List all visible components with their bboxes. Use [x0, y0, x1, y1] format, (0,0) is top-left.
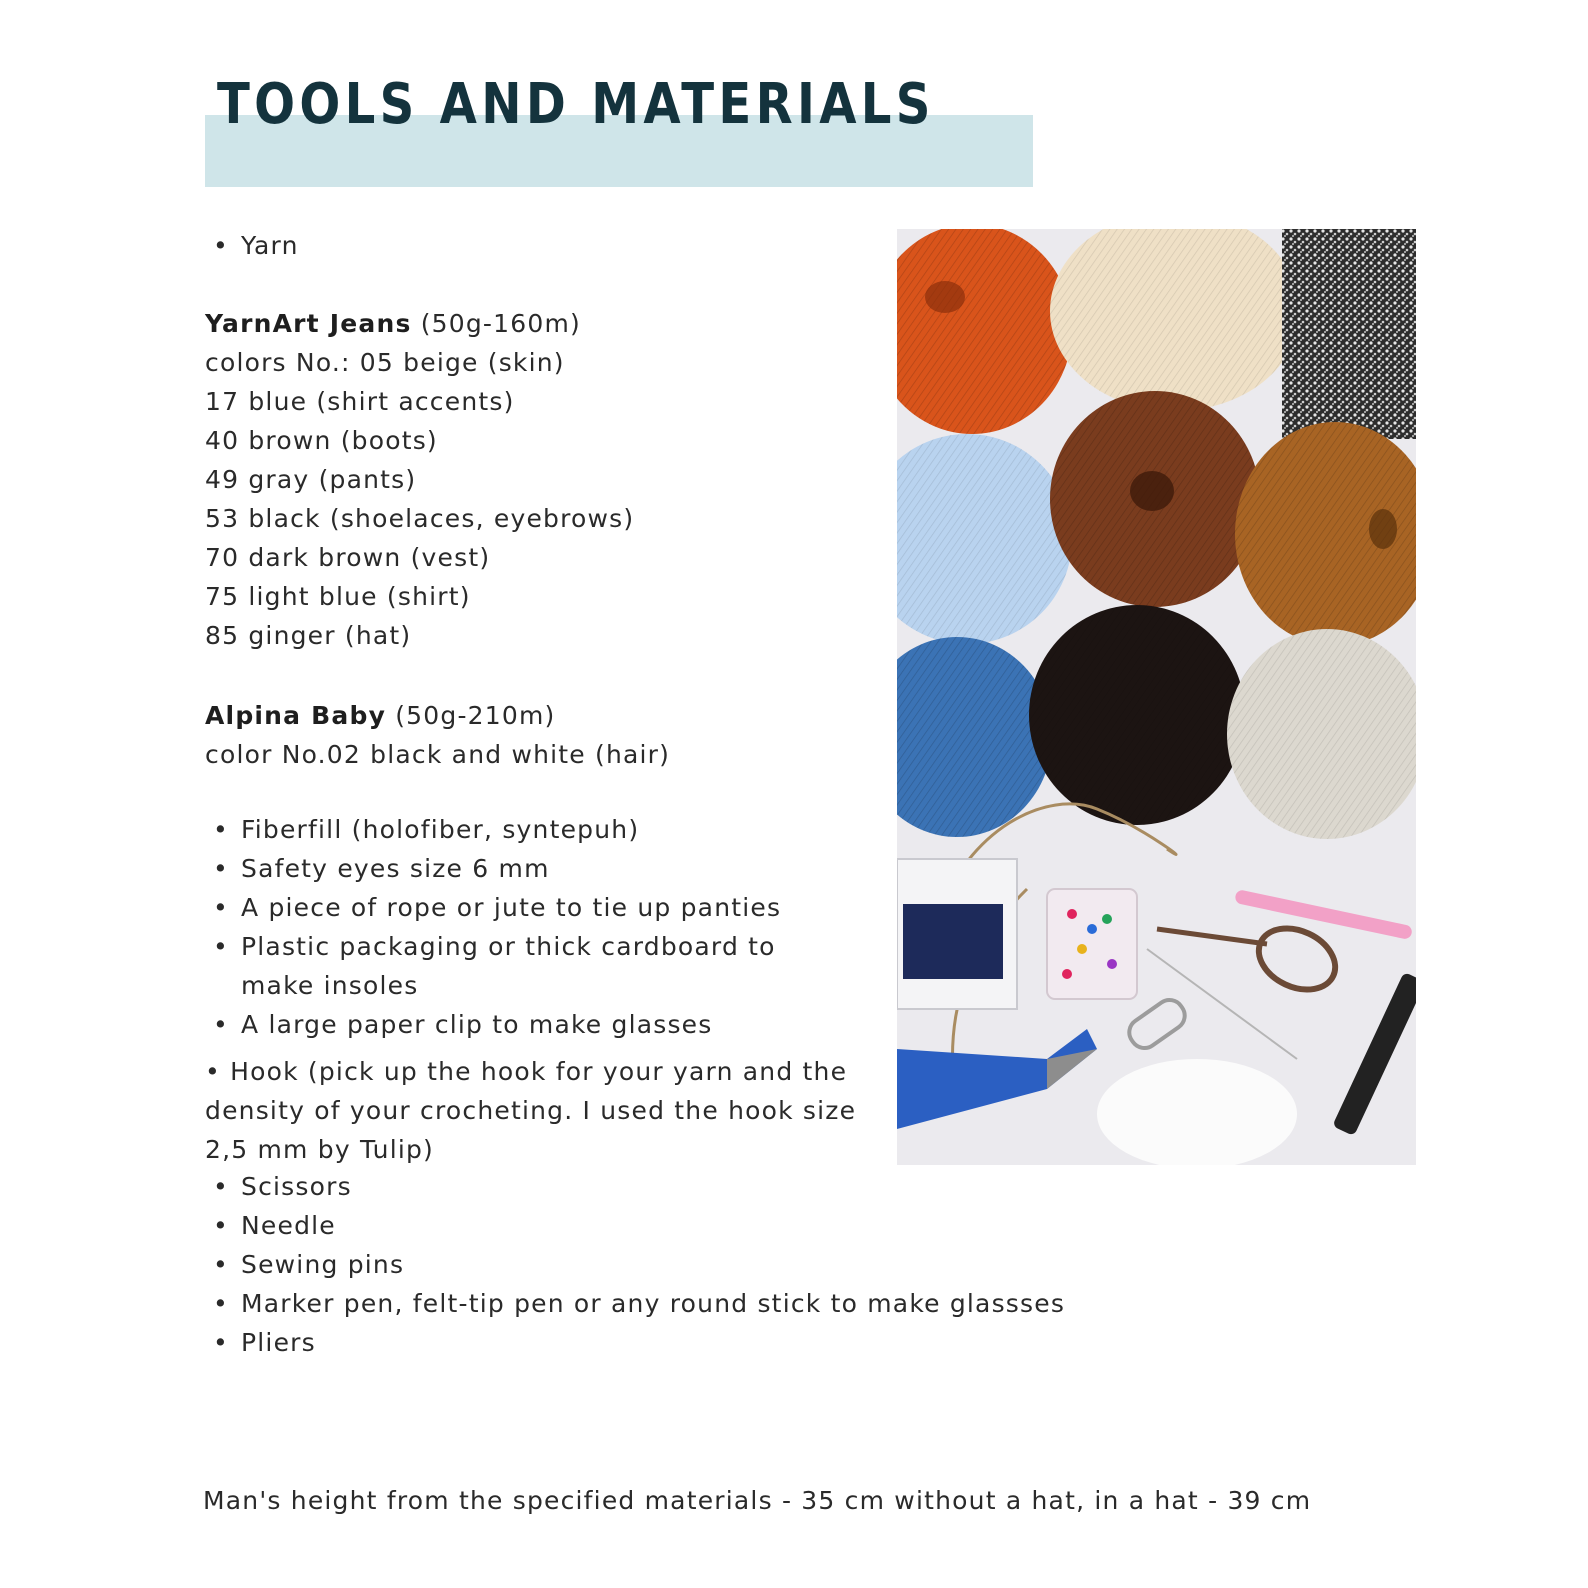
fiberfill	[1097, 1059, 1297, 1165]
yarn-color-line: 70 dark brown (vest)	[205, 543, 491, 572]
height-note: Man's height from the specified materials - 35 cm without a hat, in a hat - 39 cm	[203, 1486, 1312, 1515]
yarn-color-line: 75 light blue (shirt)	[205, 582, 471, 611]
list-item: • Needle	[205, 1206, 1065, 1245]
hook-item: • Hook (pick up the hook for your yarn and the density of your crocheting. I used the hook size 2,5 mm by Tulip)	[205, 1057, 857, 1164]
pins-box	[1047, 889, 1137, 999]
list-item: • Safety eyes size 6 mm	[205, 849, 855, 888]
page-title: TOOLS AND MATERIALS	[217, 72, 935, 137]
materials-list	[205, 810, 855, 1044]
materials-photo-illustration	[897, 229, 1416, 1165]
list-item: • Scissors	[205, 1167, 1065, 1206]
list-item: • Marker pen, felt-tip pen or any round stick to make glassses	[205, 1284, 1065, 1323]
yarn-ball-black	[1029, 605, 1245, 825]
yarn-color-line: 40 brown (boots)	[205, 426, 438, 455]
list-item: • Yarn	[205, 226, 299, 265]
alpina-block	[205, 696, 670, 774]
yarn-color-line: 85 ginger (hat)	[205, 621, 412, 650]
list-item: • A piece of rope or jute to tie up panties	[205, 888, 855, 927]
list-item: • Pliers	[205, 1323, 1065, 1362]
yarn-brand: YarnArt Jeans	[205, 309, 412, 338]
list-item: • Fiberfill (holofiber, syntepuh)	[205, 810, 855, 849]
yarn-color-line: colors No.: 05 beige (skin)	[205, 348, 565, 377]
list-item: • A large paper clip to make glasses	[205, 1005, 855, 1044]
tools-list	[205, 1167, 1065, 1362]
materials-photo	[897, 229, 1416, 1165]
yarn-color-line: 17 blue (shirt accents)	[205, 387, 515, 416]
yarn-ball-brown	[1050, 391, 1260, 607]
yarnart-heading	[205, 304, 634, 343]
yarn-color-line: 49 gray (pants)	[205, 465, 417, 494]
yarn-list	[205, 226, 299, 265]
yarn-ball-black-white	[1282, 229, 1416, 439]
list-item: • Plastic packaging or thick cardboard to make insoles	[205, 927, 855, 1005]
yarn-spec: (50g-160m)	[411, 309, 581, 338]
yarn-brand: Alpina Baby	[205, 701, 387, 730]
yarn-spec: (50g-210m)	[386, 701, 556, 730]
alpina-heading	[205, 696, 670, 735]
yarnart-block	[205, 304, 634, 655]
eyes-box	[897, 859, 1017, 1009]
yarn-color-line: 53 black (shoelaces, eyebrows)	[205, 504, 635, 533]
list-item: • Sewing pins	[205, 1245, 1065, 1284]
yarn-color-line: color No.02 black and white (hair)	[205, 740, 671, 769]
